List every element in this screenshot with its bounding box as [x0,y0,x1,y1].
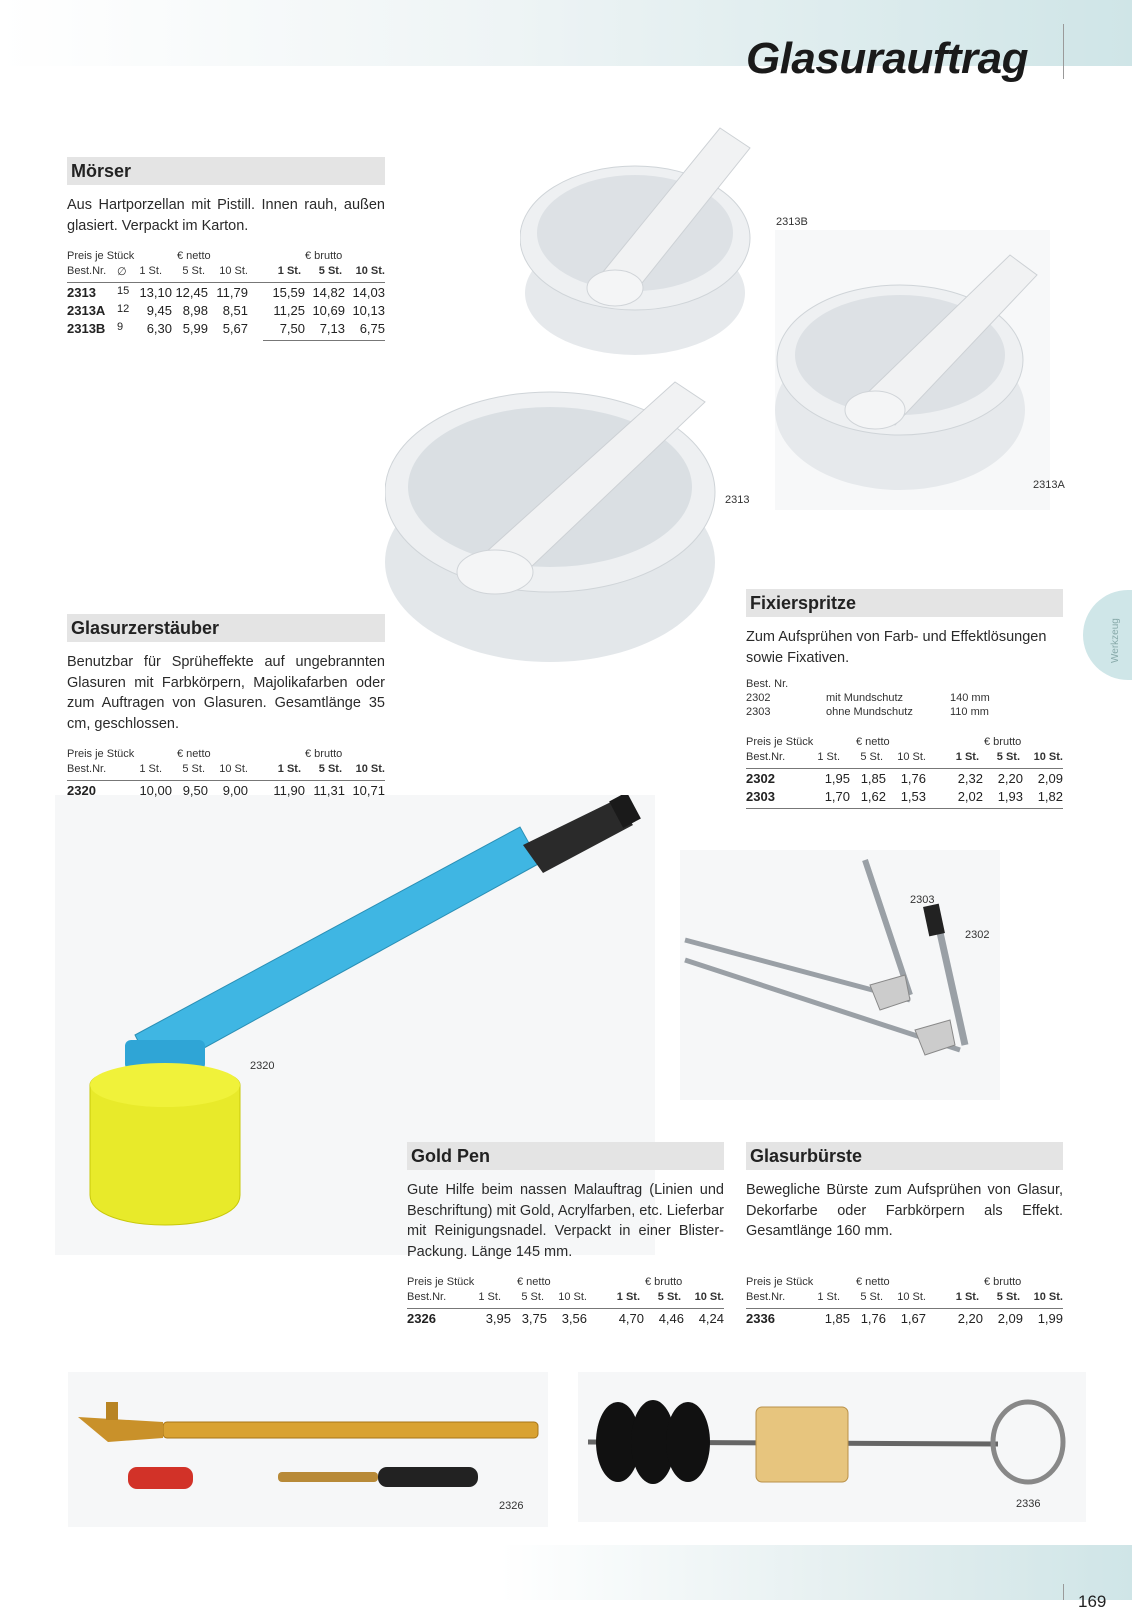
section-title: Mörser [67,157,385,185]
table-row [746,1311,1063,1329]
header-q5: 5 St. [318,763,342,775]
cell-brutto-1: 2,32 [957,771,983,786]
cell-brutto-10: 10,71 [352,783,385,798]
table-row [67,321,385,339]
table-rule [746,768,1063,769]
cell-brutto-1: 7,50 [279,321,305,336]
cell-brutto-10: 1,99 [1037,1310,1063,1326]
header-q1: 1 St. [817,1290,840,1303]
header-q10: 10 St. [219,265,248,277]
cell-brutto-10: 6,75 [359,321,385,336]
header-q10: 10 St. [897,1290,926,1303]
title-divider [1063,24,1064,79]
page-number: 169 [1078,1592,1107,1611]
cell-netto-1: 3,95 [485,1311,511,1326]
header-q5: 5 St. [182,763,205,775]
caption-2336: 2336 [1016,1498,1041,1510]
section-fixierspritze [746,589,1063,807]
cell-brutto-10: 4,24 [698,1311,724,1326]
cell-diameter: 12 [117,303,130,315]
cell-brutto-1: 2,02 [957,789,983,804]
header-q1: 1 St. [478,1291,501,1303]
header-q10: 10 St. [1033,751,1063,763]
header-netto: € netto [856,1275,890,1288]
cell-brutto-10: 14,03 [352,285,385,300]
header-preis: Preis je Stück [746,1275,814,1288]
spec-nr: 2303 [746,706,771,718]
caption-2313b: 2313B [776,216,808,228]
price-table [407,1276,724,1329]
table-rule [407,1308,724,1309]
cell-brutto-5: 1,93 [997,789,1023,804]
section-title: Gold Pen [407,1142,724,1170]
header-q5: 5 St. [860,751,883,763]
cell-nr: 2313B [67,321,106,336]
cell-brutto-10: 1,82 [1037,789,1063,804]
table-underline [746,808,1063,809]
header-q1: 1 St. [277,763,301,775]
section-moerser [67,157,385,339]
header-q1: 1 St. [817,751,840,763]
price-table [67,748,385,801]
header-brutto: € brutto [305,250,343,262]
header-q10: 10 St. [219,763,248,775]
table-row [407,1311,724,1329]
cell-netto-1: 9,45 [146,303,172,318]
cell-nr: 2320 [67,783,96,798]
price-table [67,250,385,339]
table-rule [746,1308,1063,1309]
cell-netto-10: 8,51 [222,303,248,318]
header-q10: 10 St. [558,1291,587,1303]
cell-nr: 2313 [67,285,96,300]
cell-netto-10: 1,67 [900,1310,926,1326]
brutto-underline [263,340,385,341]
header-brutto: € brutto [984,1275,1022,1288]
cell-brutto-1: 4,70 [618,1311,644,1326]
mortar-2313b-image [520,118,770,363]
side-tab-label: Werkzeug [1110,618,1121,663]
cell-netto-5: 5,99 [182,321,208,336]
table-rule [67,780,385,781]
cell-nr: 2303 [746,789,775,804]
header-q10: 10 St. [1033,1290,1063,1303]
caption-2326: 2326 [499,1500,524,1512]
table-row [67,303,385,321]
cell-nr: 2336 [746,1310,775,1326]
table-rule [67,282,385,283]
cell-brutto-5: 11,31 [313,783,345,798]
cell-diameter: 15 [117,285,130,297]
cell-netto-10: 1,76 [900,771,926,786]
cell-nr: 2326 [407,1311,436,1326]
caption-2320: 2320 [250,1060,275,1072]
header-preis: Preis je Stück [746,736,814,748]
cell-diameter: 9 [117,321,124,333]
cell-brutto-5: 4,46 [658,1311,684,1326]
cell-netto-10: 3,56 [561,1311,587,1326]
header-q5: 5 St. [182,265,205,277]
spec-header: Best. Nr. [746,678,789,690]
section-description: Benutzbar für Sprüheffekte auf ungebrannten Glasuren mit Farbkörpern, Majolikafarben oder zum Auftragen von Glasuren. Gesamtlänge 35 cm, geschlossen. [67,654,385,732]
cell-netto-1: 1,95 [824,771,850,786]
header-q10: 10 St. [355,763,385,775]
header-q1: 1 St. [616,1291,640,1303]
header-q5: 5 St. [521,1291,544,1303]
spec-table [746,678,1063,720]
header-q1: 1 St. [139,265,162,277]
page-number-divider [1063,1584,1064,1600]
cell-netto-1: 1,85 [824,1310,850,1326]
table-row [67,285,385,303]
header-bestnr: Best.Nr. [67,265,107,277]
section-description: Bewegliche Bürste zum Aufsprühen von Glasur, Dekorfarbe oder Farbkörpern als Effekt. Gesamtlänge 160 mm. [746,1182,1063,1239]
cell-brutto-5: 2,09 [997,1310,1023,1326]
header-q5: 5 St. [996,1290,1020,1303]
header-q10: 10 St. [897,751,926,763]
header-q1: 1 St. [955,751,979,763]
spec-nr: 2302 [746,692,771,704]
header-q1: 1 St. [139,763,162,775]
section-description: Aus Hartporzellan mit Pistill. Innen rauh, außen glasiert. Verpackt im Karton. [67,197,385,234]
mortar-2313-image [385,372,725,667]
cell-brutto-1: 15,59 [272,285,305,300]
footer-band [500,1545,1132,1600]
section-title: Glasurzerstäuber [67,614,385,642]
cell-brutto-1: 2,20 [957,1310,983,1326]
header-netto: € netto [856,736,890,748]
section-description: Gute Hilfe beim nassen Malauftrag (Linien und Beschriftung) mit Gold, Acrylfarben, etc. Lieferbar mit Reinigungsnadel. Verpackt in einer Blister-Packung. Länge 145 mm. [407,1182,724,1260]
section-glasurzerstaeuber [67,614,385,801]
section-title: Fixierspritze [746,589,1063,617]
cell-netto-10: 1,53 [900,789,926,804]
section-glasurbuerste [746,1142,1063,1329]
header-preis: Preis je Stück [407,1276,475,1288]
goldpen-2326-image [68,1372,548,1527]
section-title: Glasurbürste [746,1142,1063,1170]
header-q1: 1 St. [955,1290,979,1303]
cell-netto-1: 6,30 [146,321,172,336]
cell-netto-10: 5,67 [222,321,248,336]
cell-brutto-1: 11,25 [273,303,305,318]
cell-brutto-5: 2,20 [997,771,1023,786]
header-bestnr: Best.Nr. [746,1290,786,1303]
header-q5: 5 St. [996,751,1020,763]
cell-netto-5: 8,98 [182,303,208,318]
cell-netto-10: 9,00 [222,783,248,798]
cell-netto-5: 1,76 [860,1310,886,1326]
cell-netto-1: 10,00 [139,783,172,798]
cell-netto-1: 1,70 [824,789,850,804]
header-diameter: ∅ [117,266,127,278]
side-tab[interactable] [1083,590,1132,680]
cell-netto-5: 1,85 [860,771,886,786]
header-bestnr: Best.Nr. [67,763,107,775]
cell-netto-5: 3,75 [521,1311,547,1326]
caption-2313: 2313 [725,494,750,506]
caption-2313a: 2313A [1033,479,1065,491]
header-q5: 5 St. [860,1290,883,1303]
header-netto: € netto [177,748,211,760]
cell-netto-5: 1,62 [860,789,886,804]
table-row [746,789,1063,807]
table-row [67,783,385,801]
header-q5: 5 St. [318,265,342,277]
caption-2302: 2302 [965,929,990,941]
cell-brutto-5: 7,13 [319,321,345,336]
spec-name: ohne Mundschutz [826,706,913,718]
header-brutto: € brutto [305,748,343,760]
cell-netto-1: 13,10 [139,285,172,300]
glasurbuerste-2336-image [578,1372,1086,1522]
header-netto: € netto [517,1276,551,1288]
caption-2303: 2303 [910,894,935,906]
price-table [746,1276,1063,1329]
price-table [746,736,1063,807]
spec-length: 140 mm [950,692,990,704]
fixierspritze-image [680,850,1000,1100]
header-q10: 10 St. [694,1291,724,1303]
cell-netto-10: 11,79 [216,285,248,300]
cell-nr: 2313A [67,303,106,318]
header-netto: € netto [177,250,211,262]
header-bestnr: Best.Nr. [746,751,786,763]
cell-brutto-10: 10,13 [352,303,385,318]
header-preis: Preis je Stück [67,748,135,760]
header-q1: 1 St. [277,265,301,277]
spec-length: 110 mm [950,706,989,718]
header-q10: 10 St. [355,265,385,277]
table-row [746,771,1063,789]
header-q5: 5 St. [657,1291,681,1303]
section-goldpen [407,1142,724,1329]
cell-brutto-5: 10,69 [312,303,345,318]
spec-name: mit Mundschutz [826,692,904,704]
mortar-2313a-image [775,230,1050,510]
page-title: Glasurauftrag [745,34,1028,83]
cell-brutto-5: 14,82 [312,285,345,300]
cell-brutto-1: 11,90 [273,783,305,798]
cell-brutto-10: 2,09 [1037,771,1063,786]
header-bestnr: Best.Nr. [407,1291,447,1303]
cell-netto-5: 12,45 [175,285,208,300]
header-brutto: € brutto [984,736,1022,748]
section-description: Zum Aufsprühen von Farb- und Effektlösungen sowie Fixativen. [746,629,1047,666]
cell-netto-5: 9,50 [182,783,208,798]
header-preis: Preis je Stück [67,250,135,262]
header-brutto: € brutto [645,1276,683,1288]
cell-nr: 2302 [746,771,775,786]
